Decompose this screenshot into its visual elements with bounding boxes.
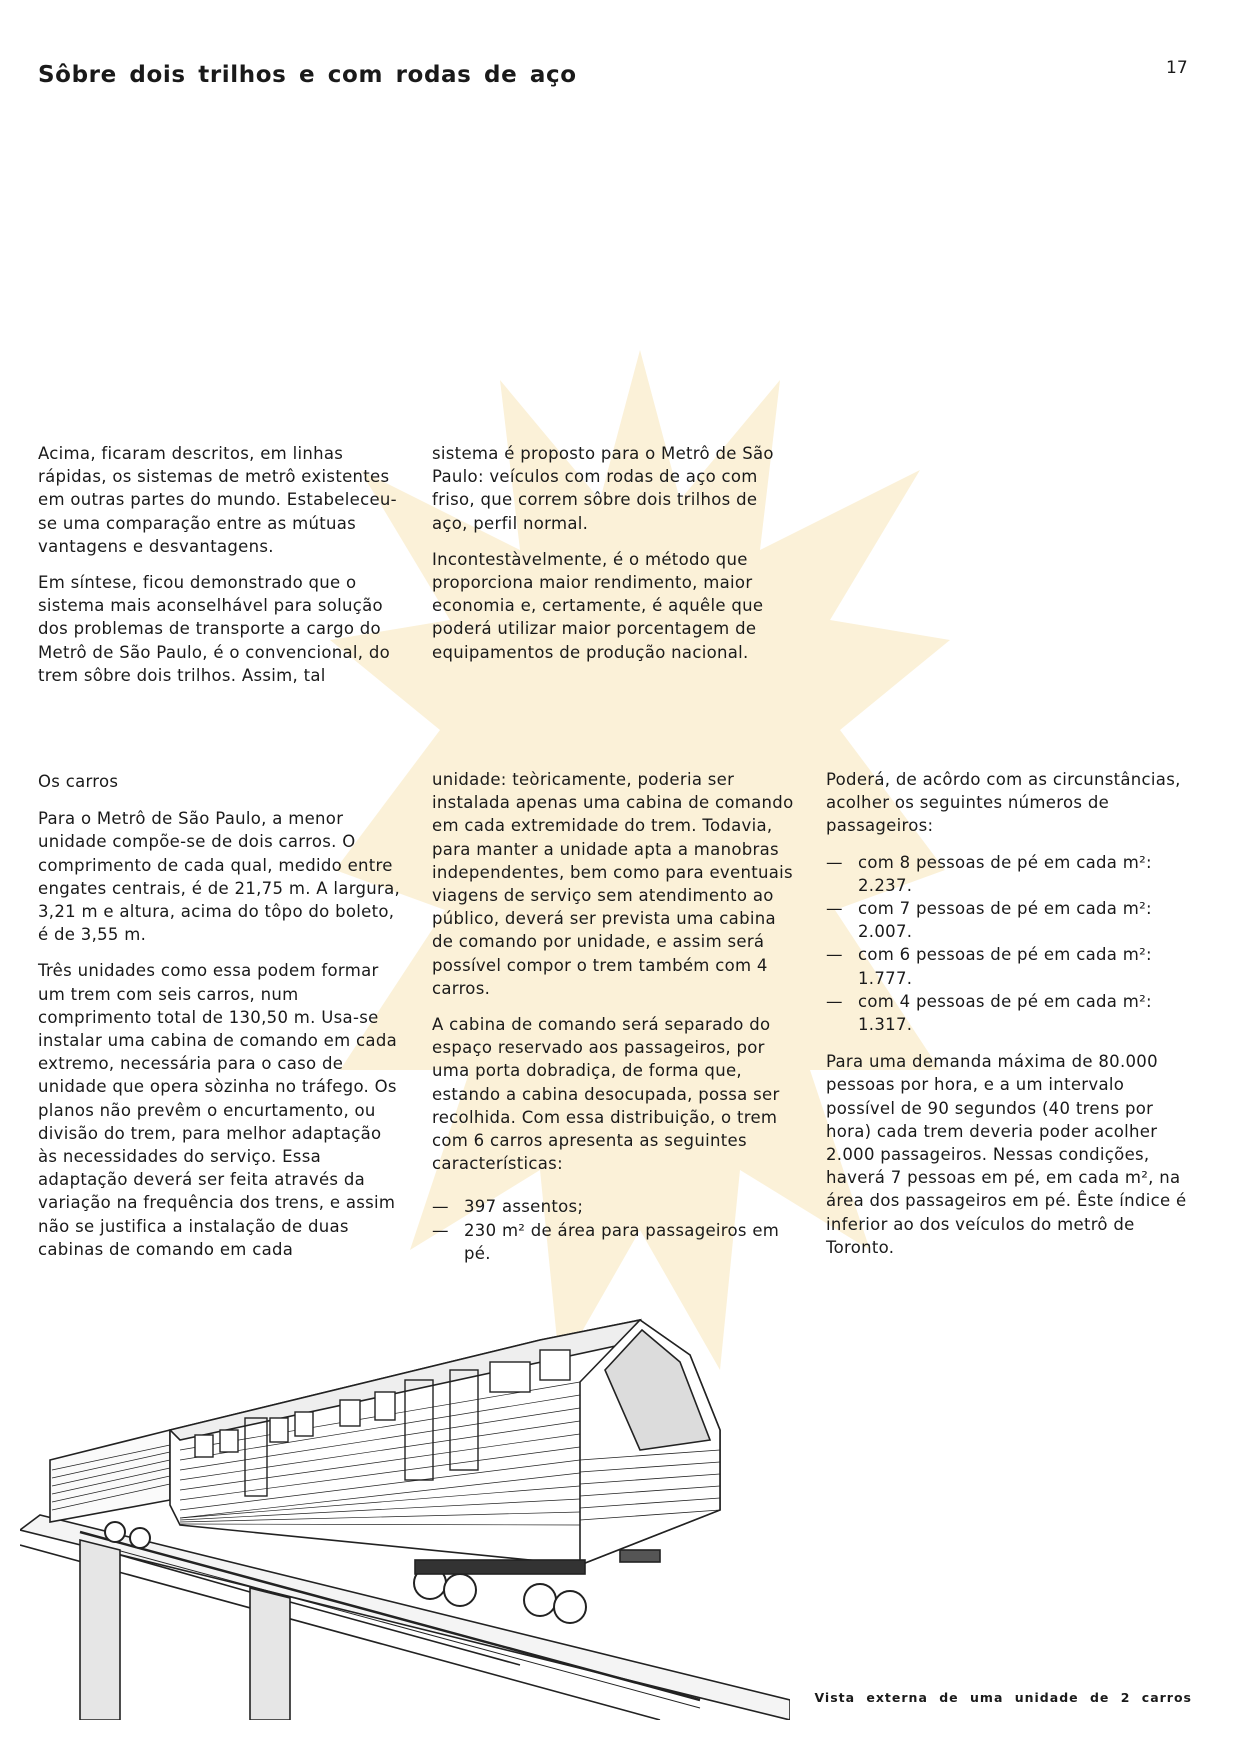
intro-paragraph: Incontestàvelmente, é o método que proporciona maior rendimento, maior economia e, certamente, é aquêle que poderá utilizar maior porcentagem de equipamentos de produção nacional. — [432, 549, 764, 662]
section-heading: Os carros — [38, 772, 119, 791]
body-paragraph: Três unidades como essa podem formar um trem com seis carros, num comprimento total de 130,50 m. Usa-se instalar uma cabina de comando em cada extremo, necessária para o caso de unidade que opera sòzinha no tráfego. Os planos não prevêm o encurtamento, ou divisão do trem, para melhor adaptação às necessidades do serviço. Essa adaptação deverá ser feita através da variação na frequência dos trens, e assim não se justifica a instalação de duas cabinas de comando em cada — [38, 961, 398, 1259]
list-item: — com 7 pessoas de pé em cada m²: 2.007. — [826, 897, 1194, 943]
section-column-2 — [432, 768, 800, 1265]
body-paragraph: A cabina de comando será separado do espaço reservado aos passageiros, por uma porta dobradiça, de forma que, estando a cabina desocupada, possa ser recolhida. Com essa distribuição, o trem com 6 carros apresenta as seguintes características: — [432, 1015, 780, 1174]
intro-paragraph: Acima, ficaram descritos, em linhas rápidas, os sistemas de metrô existentes em outras partes do mundo. Estabeleceu-se uma comparação entre as mútuas vantagens e desvantagens. — [38, 444, 397, 556]
page-title: Sôbre dois trilhos e com rodas de aço — [38, 62, 577, 88]
body-paragraph: Para uma demanda máxima de 80.000 pessoas por hora, e a um intervalo possível de 90 segundos (40 trens por hora) cada trem deveria poder acolher 2.000 passageiros. Nessas condições, haverá 7 pessoas em pé, em cada m², na área dos passageiros em pé. Êste índice é inferior ao dos veículos do metrô de Toronto. — [826, 1052, 1187, 1257]
figure-caption: Vista externa de uma unidade de 2 carros — [814, 1690, 1192, 1705]
list-item: — com 8 pessoas de pé em cada m²: 2.237. — [826, 851, 1194, 897]
body-paragraph: Poderá, de acôrdo com as circunstâncias, acolher os seguintes números de passageiros: — [826, 770, 1181, 836]
page-number: 17 — [1166, 58, 1188, 78]
list-item: — 230 m² de área para passageiros em pé. — [432, 1219, 800, 1265]
list-item: — com 4 pessoas de pé em cada m²: 1.317. — [826, 990, 1194, 1036]
intro-right-column — [432, 442, 796, 677]
train-illustration — [20, 1300, 790, 1720]
list-item: — com 6 pessoas de pé em cada m²: 1.777. — [826, 943, 1194, 989]
section-column-3 — [826, 768, 1194, 1272]
list-item: — 397 assentos; — [432, 1195, 800, 1218]
body-paragraph: unidade: teòricamente, poderia ser instalada apenas uma cabina de comando em cada extremidade do trem. Todavia, para manter a unidade apta a manobras independentes, bem como para eventuais viagens de serviço sem atendimento ao público, deverá ser prevista uma cabina de comando por unidade, e assim será possível compor o trem também com 4 carros. — [432, 770, 794, 998]
intro-left-column — [38, 442, 406, 700]
body-paragraph: Para o Metrô de São Paulo, a menor unidade compõe-se de dois carros. O comprimento de cada qual, medido entre engates centrais, é de 21,75 m. A largura, 3,21 m e altura, acima do tôpo do boleto, é de 3,55 m. — [38, 809, 401, 945]
intro-paragraph: sistema é proposto para o Metrô de São Paulo: veículos com rodas de aço com friso, que correm sôbre dois trilhos de aço, perfil normal. — [432, 444, 774, 533]
section-column-1 — [38, 770, 406, 1274]
intro-paragraph: Em síntese, ficou demonstrado que o sistema mais aconselhável para solução dos problemas de transporte a cargo do Metrô de São Paulo, é o convencional, do trem sôbre dois trilhos. Assim, tal — [38, 573, 391, 685]
